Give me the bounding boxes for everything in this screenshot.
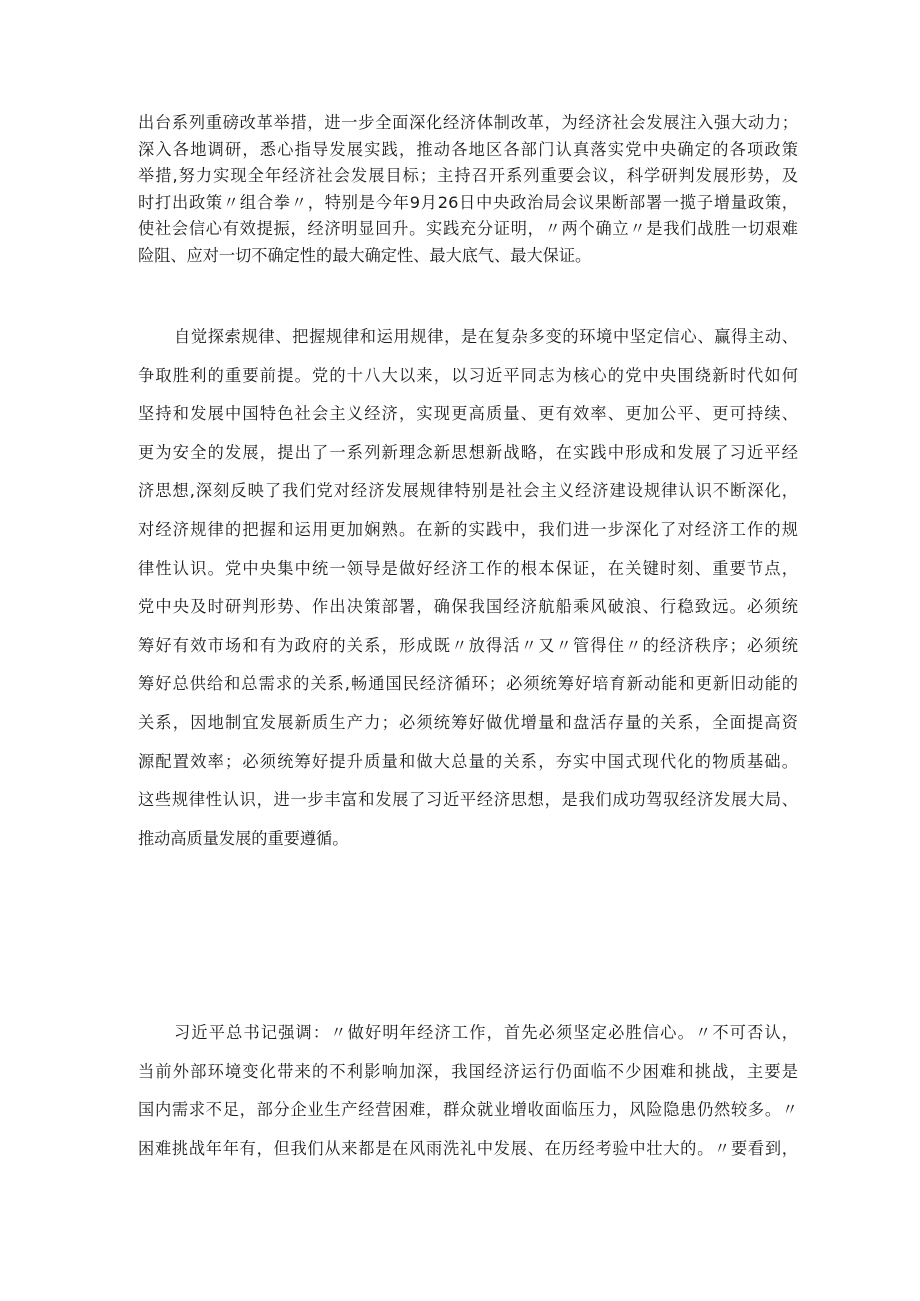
text-line: 国内需求不足，部分企业生产经营困难，群众就业增收面临压力，风险隐患仍然较多。〃 xyxy=(138,1100,798,1120)
text-line: 关系，因地制宜发展新质生产力；必须统筹好做优增量和盘活存量的关系，全面提高资 xyxy=(138,712,798,732)
text-line: 举措,努力实现全年经济社会发展目标；主持召开系列重要会议，科学研判发展形势，及 xyxy=(138,166,798,185)
text-line: 律性认识。党中央集中统一领导是做好经济工作的根本保证，在关键时刻、重要节点， xyxy=(138,558,798,578)
text-line: 坚持和发展中国特色社会主义经济，实现更高质量、更有效率、更加公平、更可持续、 xyxy=(138,404,798,424)
text-line: 自觉探索规律、把握规律和运用规律，是在复杂多变的环境中坚定信心、赢得主动、 xyxy=(174,327,798,346)
text-line: 当前外部环境变化带来的不利影响加深，我国经济运行仍面临不少困难和挑战，主要是 xyxy=(138,1061,798,1081)
paragraph-2 xyxy=(138,318,798,858)
text-line: 深入各地调研，悉心指导发展实践，推动各地区各部门认真落实党中央确定的各项政策 xyxy=(138,139,798,159)
text-line: 出台系列重磅改革举措，进一步全面深化经济体制改革，为经济社会发展注入强大动力； xyxy=(138,113,798,132)
text-line: 党中央及时研判形势、作出决策部署，确保我国经济航船乘风破浪、行稳致远。必须统 xyxy=(138,597,798,617)
paragraph-3 xyxy=(138,1014,798,1168)
text-line: 争取胜利的重要前提。党的十八大以来，以习近平同志为核心的党中央围绕新时代如何 xyxy=(138,365,798,385)
text-line: 时打出政策〃组合拳〃，特别是今年9月26日中央政治局会议果断部署一揽子增量政策， xyxy=(138,192,798,212)
text-line: 习近平总书记强调：〃做好明年经济工作，首先必须坚定必胜信心。〃不可否认， xyxy=(174,1023,798,1042)
text-line: 筹好总供给和总需求的关系,畅通国民经济循环；必须统筹好培育新动能和更新旧动能的 xyxy=(138,674,798,694)
paragraph-1 xyxy=(138,110,798,269)
text-line: 筹好有效市场和有为政府的关系，形成既〃放得活〃又〃管得住〃的经济秩序；必须统 xyxy=(138,635,798,655)
text-line: 济思想,深刻反映了我们党对经济发展规律特别是社会主义经济建设规律认识不断深化， xyxy=(138,481,798,501)
text-line: 险阻、应对一切不确定性的最大确定性、最大底气、最大保证。 xyxy=(138,245,592,265)
text-line: 困难挑战年年有，但我们从来都是在风雨洗礼中发展、在历经考验中壮大的。〃要看到， xyxy=(138,1138,798,1158)
text-line: 源配置效率；必须统筹好提升质量和做大总量的关系，夯实中国式现代化的物质基础。 xyxy=(138,751,798,771)
text-line: 对经济规律的把握和运用更加娴熟。在新的实践中，我们进一步深化了对经济工作的规 xyxy=(138,519,798,539)
text-line: 更为安全的发展，提出了一系列新理念新思想新战略，在实践中形成和发展了习近平经 xyxy=(138,442,798,462)
text-line: 使社会信心有效提振，经济明显回升。实践充分证明，〃两个确立〃是我们战胜一切艰难 xyxy=(138,219,798,238)
text-line: 推动高质量发展的重要遵循。 xyxy=(138,828,349,848)
text-line: 这些规律性认识，进一步丰富和发展了习近平经济思想，是我们成功驾驭经济发展大局、 xyxy=(138,790,798,810)
